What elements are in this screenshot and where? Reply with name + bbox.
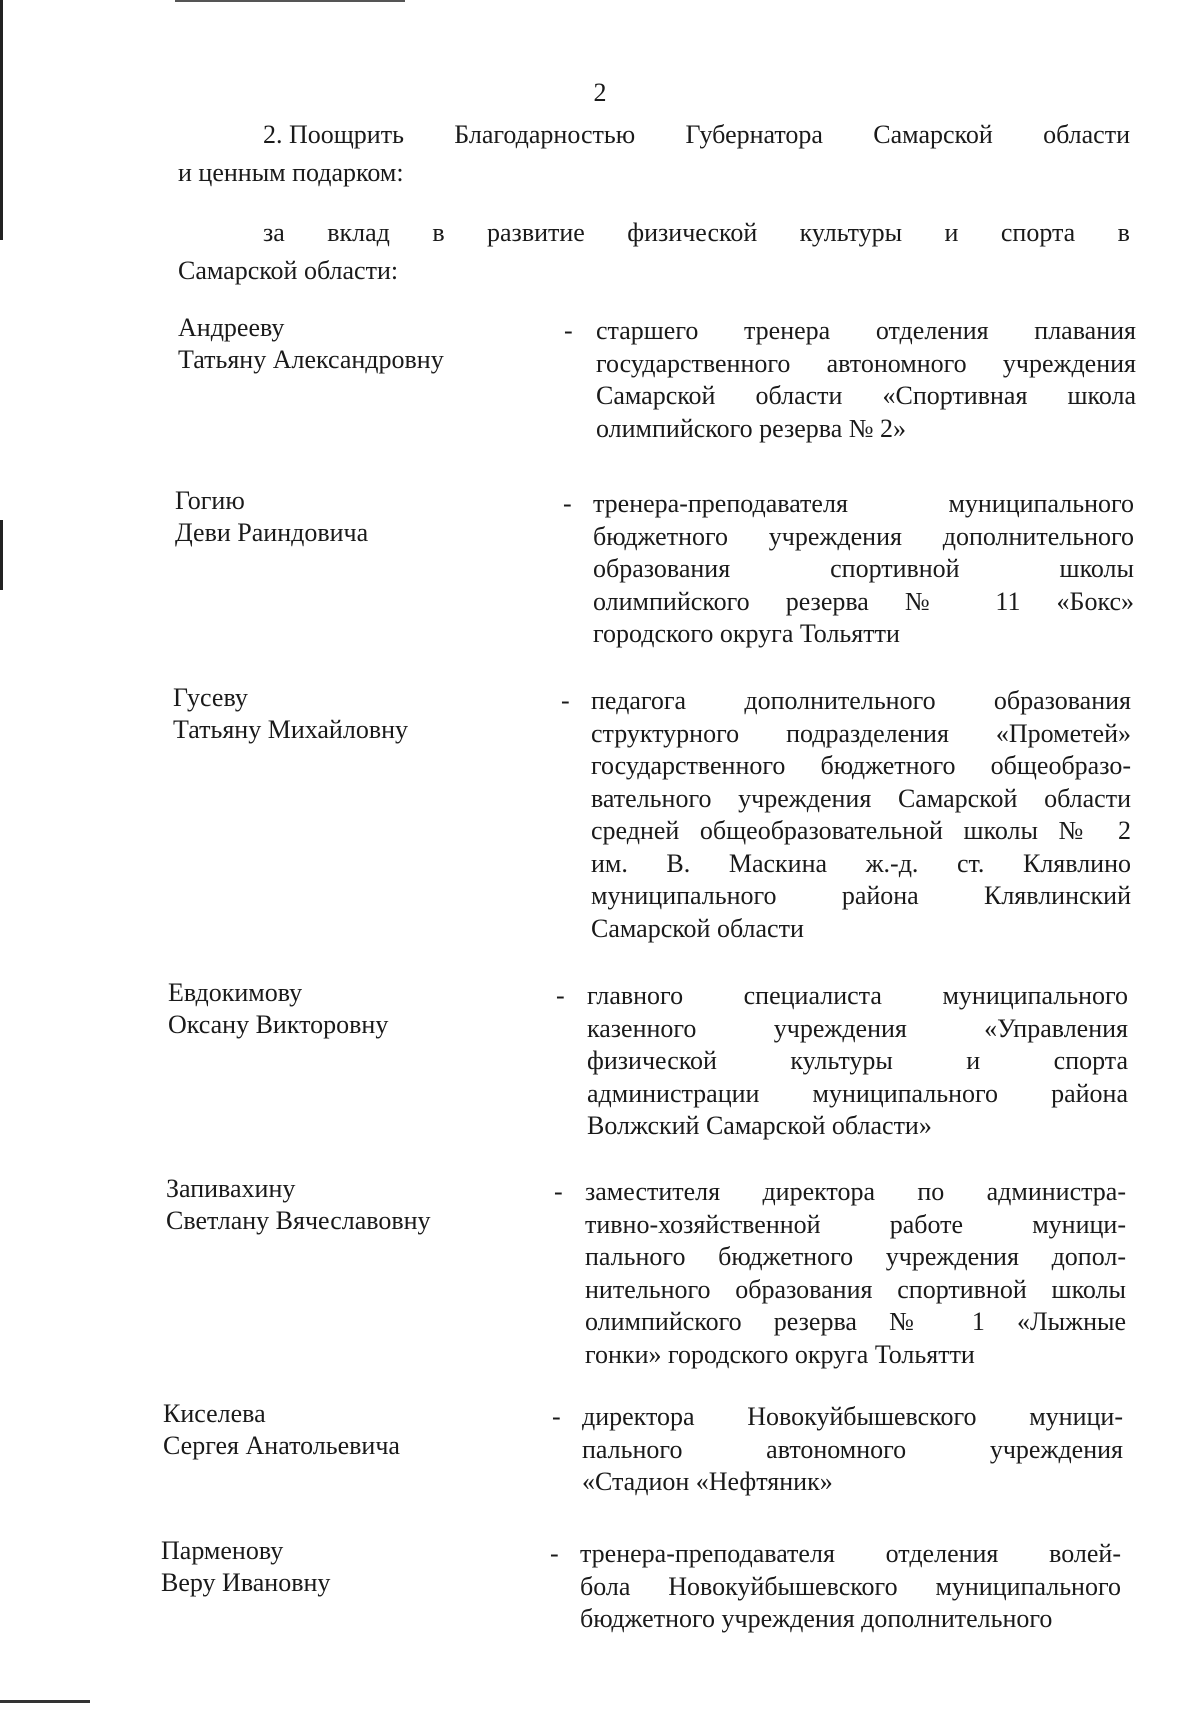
awardee-surname: Андрееву bbox=[178, 313, 285, 342]
word: Благодарностью bbox=[454, 120, 636, 149]
word: области bbox=[1043, 120, 1130, 149]
position-line: бюджетного учреждения дополнительного bbox=[580, 1604, 1053, 1633]
entry-dash: - bbox=[554, 1177, 563, 1206]
scan-edge-artifact bbox=[0, 0, 3, 240]
word: Губернатора bbox=[685, 120, 823, 149]
word: 2. Поощрить bbox=[263, 120, 404, 149]
awardee-name bbox=[166, 1173, 431, 1237]
paragraph-award bbox=[178, 118, 1130, 190]
awardee-position bbox=[580, 1538, 1121, 1636]
position-line: нительного образования спортивной школы bbox=[585, 1274, 1126, 1304]
awardee-surname: Киселева bbox=[163, 1399, 266, 1428]
awardee-given-names: Сергея Анатольевича bbox=[163, 1431, 400, 1460]
position-line: старшего тренера отделения плавания bbox=[596, 316, 1136, 345]
word: и bbox=[944, 218, 959, 247]
awardee-given-names: Веру Ивановну bbox=[161, 1568, 331, 1597]
position-line: тренера-преподавателя муниципального bbox=[593, 489, 1134, 518]
awardee-surname: Запивахину bbox=[166, 1174, 296, 1203]
awardee-given-names: Татьяну Александровну bbox=[178, 345, 444, 374]
position-line: Самарской области «Спортивная школа bbox=[596, 381, 1136, 410]
page-number: 2 bbox=[593, 78, 607, 107]
position-line: вательного учреждения Самарской области bbox=[591, 783, 1131, 813]
position-line: образования спортивной школы bbox=[593, 554, 1134, 583]
position-line: администрации муниципального района bbox=[587, 1078, 1128, 1108]
awardee-name bbox=[163, 1398, 400, 1462]
scan-edge-artifact bbox=[0, 520, 3, 590]
awardee-given-names: Светлану Вячеславовну bbox=[166, 1206, 431, 1235]
word: за bbox=[263, 218, 285, 247]
awardee-position bbox=[585, 1176, 1126, 1371]
awardee-name bbox=[173, 682, 408, 746]
position-line: структурного подразделения «Прометей» bbox=[591, 718, 1131, 748]
scan-edge-artifact bbox=[175, 0, 405, 2]
position-line: пального автономного учреждения bbox=[582, 1434, 1123, 1464]
word: развитие bbox=[487, 218, 585, 247]
awardee-given-names: Деви Раиндовича bbox=[175, 518, 369, 547]
entry-dash: - bbox=[552, 1402, 561, 1431]
position-line: государственного бюджетного общеобразо- bbox=[591, 751, 1131, 780]
awardee-surname: Гусеву bbox=[173, 683, 248, 712]
awardee-position bbox=[591, 685, 1131, 945]
position-line: педагога дополнительного образования bbox=[591, 686, 1131, 715]
paragraph-line: и ценным подарком: bbox=[178, 158, 404, 187]
paragraph-line bbox=[178, 118, 1130, 152]
position-line: физической культуры и спорта bbox=[587, 1046, 1128, 1075]
position-line: тивно-хозяйственной работе муници- bbox=[585, 1209, 1126, 1239]
position-line: государственного автономного учреждения bbox=[596, 348, 1136, 378]
awardee-name bbox=[175, 485, 368, 549]
position-line: пального бюджетного учреждения допол- bbox=[585, 1242, 1126, 1271]
entry-dash: - bbox=[556, 981, 565, 1010]
position-line: олимпийского резерва № 11 «Бокс» bbox=[593, 586, 1134, 616]
position-line: главного специалиста муниципального bbox=[587, 981, 1128, 1010]
word: культуры bbox=[799, 218, 903, 247]
awardee-given-names: Татьяну Михайловну bbox=[173, 715, 409, 744]
position-line: Волжский Самарской области» bbox=[587, 1111, 932, 1140]
paragraph-line bbox=[178, 216, 1130, 250]
position-line: бюджетного учреждения дополнительного bbox=[593, 521, 1134, 551]
position-line: «Стадион «Нефтяник» bbox=[582, 1467, 833, 1496]
awardee-position bbox=[582, 1401, 1123, 1499]
position-line: тренера-преподавателя отделения волей- bbox=[580, 1539, 1121, 1568]
word: в bbox=[432, 218, 445, 247]
awardee-surname: Гогию bbox=[175, 486, 245, 515]
awardee-name bbox=[161, 1535, 330, 1599]
awardee-position bbox=[587, 980, 1128, 1143]
awardee-surname: Парменову bbox=[161, 1536, 284, 1565]
position-line: Самарской области bbox=[591, 913, 804, 943]
entry-dash: - bbox=[564, 316, 573, 345]
position-line: гонки» городского округа Тольятти bbox=[585, 1339, 975, 1369]
paragraph-line: Самарской области: bbox=[178, 256, 399, 285]
position-line: олимпийского резерва № 1 «Лыжные bbox=[585, 1307, 1126, 1336]
word: спорта bbox=[1000, 218, 1076, 247]
word: вклад bbox=[327, 218, 390, 247]
awardee-name bbox=[178, 312, 444, 376]
position-line: им. В. Маскина ж.-д. ст. Клявлино bbox=[591, 848, 1131, 878]
awardee-name bbox=[168, 977, 388, 1041]
awardee-surname: Евдокимову bbox=[168, 978, 303, 1007]
word: Самарской bbox=[873, 120, 993, 149]
position-line: казенного учреждения «Управления bbox=[587, 1013, 1128, 1043]
position-line: городского округа Тольятти bbox=[593, 619, 900, 648]
position-line: директора Новокуйбышевского муници- bbox=[582, 1402, 1123, 1431]
word: физической bbox=[627, 218, 758, 247]
position-line: олимпийского резерва № 2» bbox=[596, 413, 907, 443]
position-line: муниципального района Клявлинский bbox=[591, 881, 1131, 910]
scan-edge-artifact bbox=[0, 1700, 90, 1703]
awardee-position bbox=[596, 315, 1136, 445]
entry-dash: - bbox=[550, 1539, 559, 1568]
word: в bbox=[1117, 218, 1130, 247]
awardee-position bbox=[593, 488, 1134, 651]
paragraph-reason bbox=[178, 216, 1130, 288]
position-line: бола Новокуйбышевского муниципального bbox=[580, 1571, 1121, 1601]
entry-dash: - bbox=[561, 686, 570, 715]
position-line: заместителя директора по администра- bbox=[585, 1177, 1126, 1206]
entry-dash: - bbox=[563, 489, 572, 518]
position-line: средней общеобразовательной школы № 2 bbox=[591, 816, 1131, 845]
awardee-given-names: Оксану Викторовну bbox=[168, 1010, 389, 1039]
